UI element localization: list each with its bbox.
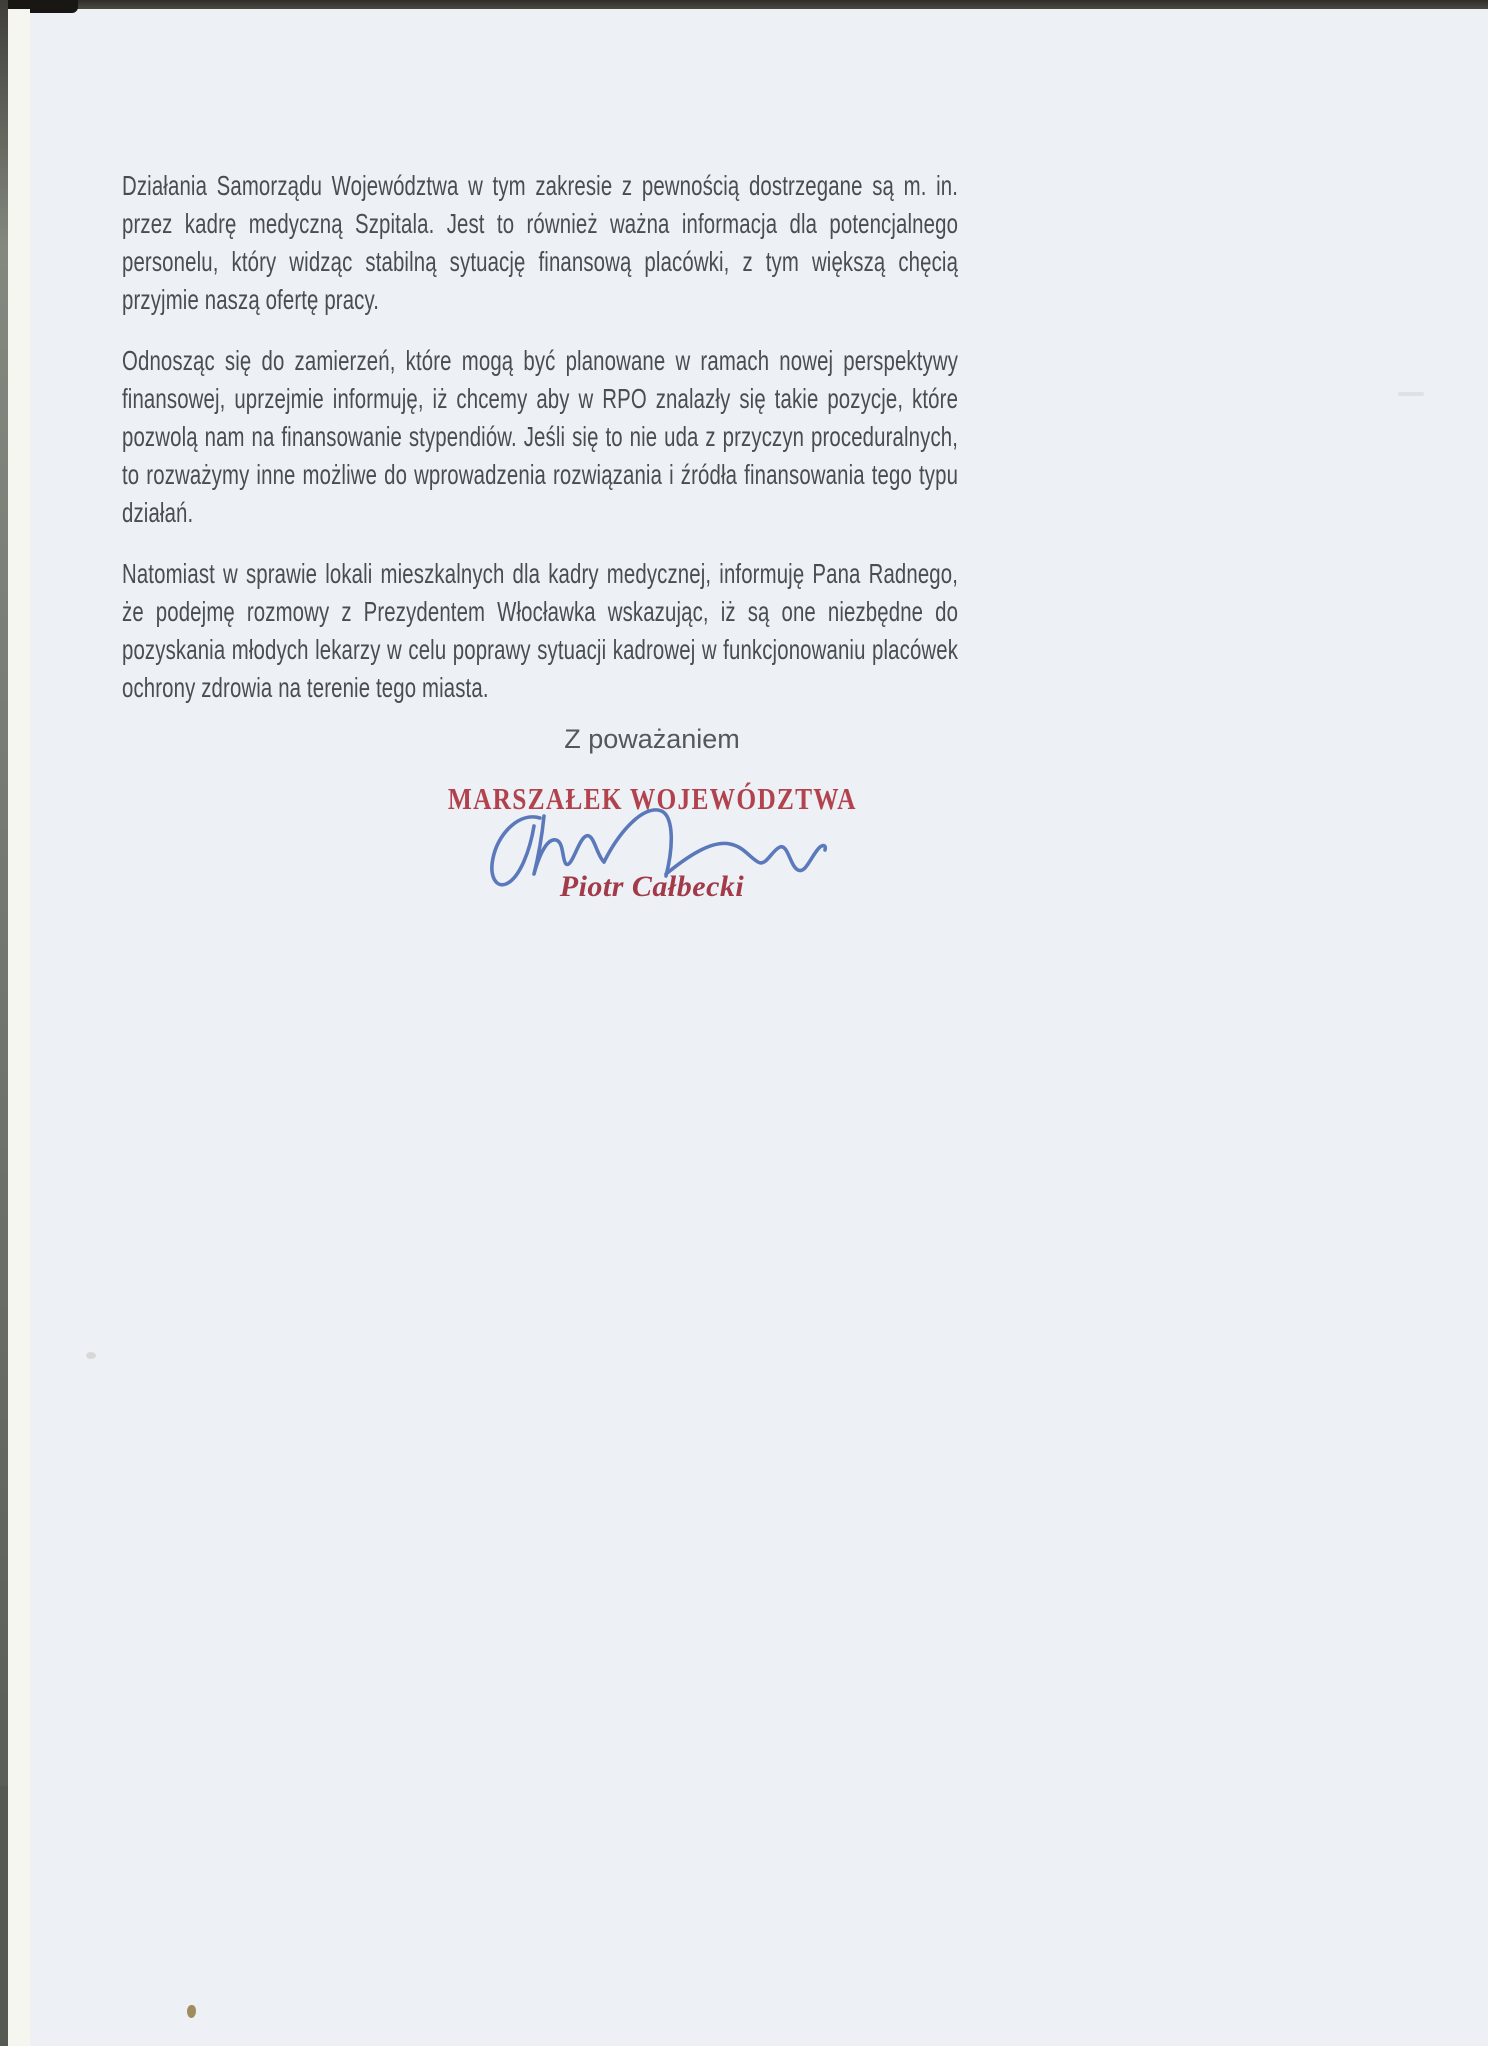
letter-body <box>122 167 958 730</box>
scan-edge-left <box>0 0 8 2046</box>
paragraph-1: Działania Samorządu Województwa w tym zakresie z pewnością dostrzegane są m. in. przez kadrę medyczną Szpitala. Jest to również ważna informacja dla potencjalnego personelu, który widząc stabilną sytuację finansową placówki, z tym większą chęcią przyjmie naszą ofertę pracy. <box>122 170 959 315</box>
paragraph-3: Natomiast w sprawie lokali mieszkalnych dla kadry medycznej, informuję Pana Radnego, że podejmę rozmowy z Prezydentem Włocławka wskazując, iż są one niezbędne do pozyskania młodych lekarzy w celu poprawy sytuacji kadrowej w funkcjonowaniu placówek ochrony zdrowia na terenie tego miasta. <box>122 558 959 703</box>
scan-speck <box>1398 392 1424 396</box>
scan-edge-top <box>0 0 1488 9</box>
scan-speck <box>86 1352 96 1359</box>
signer-name: Piotr Całbecki <box>559 870 745 903</box>
paragraph-2: Odnosząc się do zamierzeń, które mogą być planowane w ramach nowej perspektywy finansowej, uprzejmie informuję, iż chcemy aby w RPO znalazły się takie pozycje, które pozwolą nam na finansowanie stypendiów. Jeśli się to nie uda z przyczyn proceduralnych, to rozważymy inne możliwe do wprowadzenia rozwiązania i źródła finansowania tego typu działań. <box>122 345 959 528</box>
marshal-stamp-text: MARSZAŁEK WOJEWÓDZTWA <box>447 781 857 816</box>
paper-edge-band <box>8 9 30 2046</box>
scan-speck <box>187 2005 196 2018</box>
closing-salutation: Z poważaniem <box>564 724 740 754</box>
